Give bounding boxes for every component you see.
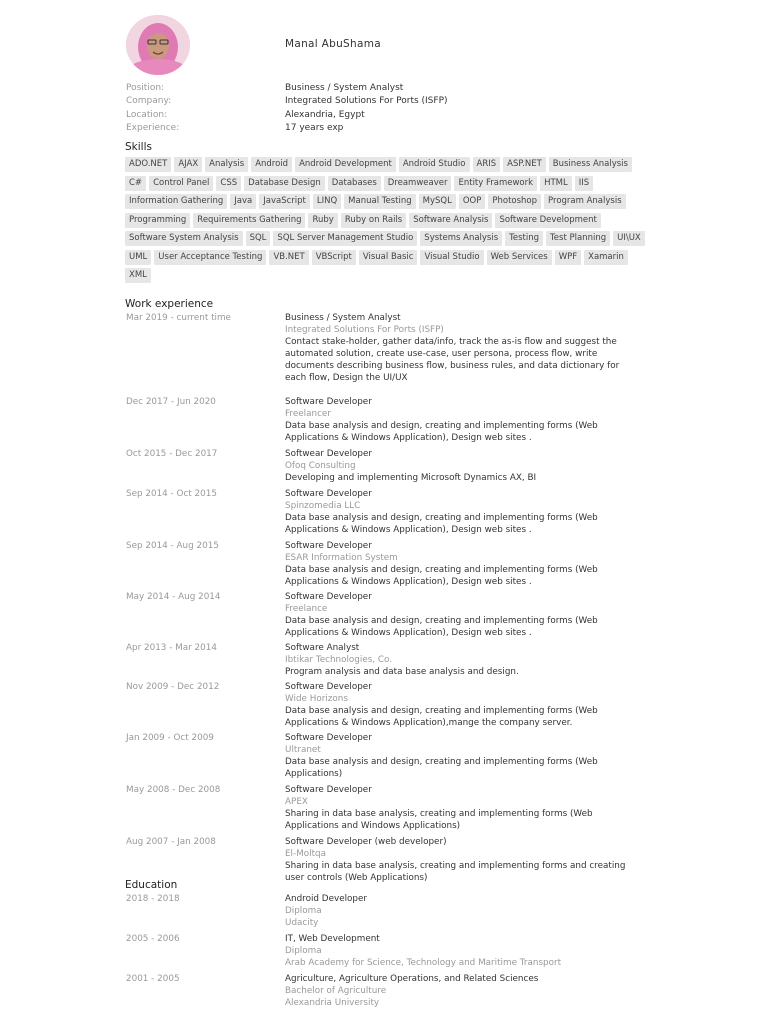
skill-tag: Web Services	[487, 250, 552, 265]
work-title: Software Developer (web developer)	[285, 837, 447, 847]
work-title: Software Developer	[285, 785, 372, 795]
work-description: Data base analysis and design, creating and implementing forms (Web Applications)	[285, 757, 598, 779]
skill-tag: OOP	[459, 194, 486, 209]
skill-tag: VBScript	[312, 250, 356, 265]
education-heading: Education	[125, 879, 178, 891]
skill-tag: Visual Basic	[359, 250, 418, 265]
education-school: Arab Academy for Science, Technology and Maritime Transport	[285, 958, 562, 968]
education-entry-body	[285, 933, 630, 969]
work-entry	[126, 448, 646, 484]
work-date: Sep 2014 - Oct 2015	[126, 489, 217, 499]
work-entry	[126, 784, 646, 832]
work-entry	[126, 681, 646, 729]
skill-tag: LINQ	[313, 194, 341, 209]
work-description: Data base analysis and design, creating and implementing forms (Web Applications & Windows Application), Design web sites .	[285, 421, 598, 443]
skill-tag: HTML	[540, 176, 572, 191]
work-title: Softwear Developer	[285, 449, 373, 459]
work-description: Sharing in data base analysis, creating and implementing forms (Web Applications and Windows Applications)	[285, 809, 593, 831]
info-row	[126, 82, 686, 95]
work-entry-body	[285, 448, 630, 484]
work-entry-body	[285, 681, 630, 729]
skills-list	[125, 157, 645, 283]
info-row	[126, 109, 686, 122]
work-date: Sep 2014 - Aug 2015	[126, 541, 219, 551]
skill-tag: XML	[125, 268, 151, 283]
work-company: Wide Horizons	[285, 694, 348, 704]
education-date: 2001 - 2005	[126, 974, 180, 984]
skills-heading: Skills	[125, 141, 152, 153]
skill-tag: Ruby on Rails	[341, 213, 406, 228]
work-company: Freelancer	[285, 409, 331, 419]
info-value: 17 years exp	[285, 122, 344, 133]
education-date: 2018 - 2018	[126, 894, 180, 904]
work-company: Ofoq Consulting	[285, 461, 356, 471]
work-company: Ultranet	[285, 745, 321, 755]
work-company: El-Moltqa	[285, 849, 327, 859]
skill-tag: SQL Server Management Studio	[273, 231, 417, 246]
work-title: Software Developer	[285, 541, 372, 551]
skill-tag: Manual Testing	[344, 194, 415, 209]
work-date: Apr 2013 - Mar 2014	[126, 643, 217, 653]
skill-tag: Software Analysis	[409, 213, 492, 228]
skill-tag: CSS	[216, 176, 241, 191]
profile-avatar	[126, 15, 190, 75]
work-date: Nov 2009 - Dec 2012	[126, 682, 220, 692]
work-company: Spinzomedia LLC	[285, 501, 361, 511]
work-entry	[126, 312, 646, 384]
candidate-name: Manal AbuShama	[285, 38, 381, 50]
work-date: May 2014 - Aug 2014	[126, 592, 221, 602]
info-row	[126, 95, 686, 108]
skill-tag: Control Panel	[149, 176, 213, 191]
work-entry-body	[285, 396, 630, 444]
education-title: Agriculture, Agriculture Operations, and Related Sciences	[285, 974, 539, 984]
skill-tag: C#	[125, 176, 146, 191]
education-entry-body	[285, 973, 630, 1009]
skill-tag: Xamarin	[584, 250, 628, 265]
work-entry-body	[285, 591, 630, 639]
skill-tag: Analysis	[205, 157, 248, 172]
avatar-portrait-image	[126, 15, 190, 75]
skill-tag: Databases	[328, 176, 381, 191]
work-company: ESAR Information System	[285, 553, 398, 563]
work-title: Software Analyst	[285, 643, 360, 653]
education-title: Android Developer	[285, 894, 368, 904]
work-description: Data base analysis and design, creating and implementing forms (Web Applications & Windows Application), Design web sites .	[285, 513, 598, 535]
education-entry	[126, 973, 646, 1009]
skill-tag: Visual Studio	[420, 250, 483, 265]
education-entry	[126, 893, 646, 929]
work-entry	[126, 540, 646, 588]
work-entry-body	[285, 642, 630, 678]
skill-tag: Test Planning	[546, 231, 610, 246]
info-value: Alexandria, Egypt	[285, 109, 365, 120]
work-entry-body	[285, 540, 630, 588]
work-title: Software Developer	[285, 397, 372, 407]
skill-tag: Software System Analysis	[125, 231, 243, 246]
education-degree: Bachelor of Agriculture	[285, 986, 387, 996]
education-entry	[126, 933, 646, 969]
info-value: Integrated Solutions For Ports (ISFP)	[285, 96, 448, 107]
work-company: Freelance	[285, 604, 328, 614]
skill-tag: UI\UX	[613, 231, 645, 246]
education-list	[126, 893, 646, 1013]
info-label: Experience:	[126, 122, 180, 133]
education-degree: Diploma	[285, 906, 322, 916]
education-title: IT, Web Development	[285, 934, 380, 944]
work-title: Business / System Analyst	[285, 313, 401, 323]
work-description: Data base analysis and design, creating and implementing forms (Web Applications & Windows Application), Design web sites .	[285, 616, 598, 638]
skill-tag: Android Studio	[399, 157, 470, 172]
skill-tag: Programming	[125, 213, 190, 228]
skill-tag: UML	[125, 250, 151, 265]
skill-tag: Database Design	[244, 176, 325, 191]
skill-tag: AJAX	[174, 157, 202, 172]
skill-tag: MySQL	[419, 194, 456, 209]
work-company: APEX	[285, 797, 308, 807]
skill-tag: WPF	[555, 250, 581, 265]
work-title: Software Developer	[285, 733, 372, 743]
work-entry	[126, 488, 646, 536]
work-date: Aug 2007 - Jan 2008	[126, 837, 216, 847]
work-entry	[126, 591, 646, 639]
work-title: Software Developer	[285, 682, 372, 692]
skill-tag: Ruby	[308, 213, 337, 228]
skill-tag: JavaScript	[259, 194, 310, 209]
work-date: Jan 2009 - Oct 2009	[126, 733, 214, 743]
skill-tag: Business Analysis	[549, 157, 632, 172]
work-title: Software Developer	[285, 592, 372, 602]
skill-tag: Android	[251, 157, 292, 172]
skill-tag: Program Analysis	[544, 194, 626, 209]
work-description: Program analysis and data base analysis and design.	[285, 667, 519, 677]
work-entry	[126, 396, 646, 444]
skill-tag: ADO.NET	[125, 157, 171, 172]
info-label: Location:	[126, 109, 168, 120]
education-date: 2005 - 2006	[126, 934, 180, 944]
skill-tag: Photoshop	[488, 194, 541, 209]
info-row	[126, 122, 686, 135]
work-date: Oct 2015 - Dec 2017	[126, 449, 218, 459]
work-description: Data base analysis and design, creating and implementing forms (Web Applications & Windows Application),mange the company server.	[285, 706, 598, 728]
work-description: Sharing in data base analysis, creating and implementing forms and creating user controls (Web Applications)	[285, 861, 626, 883]
skill-tag: Systems Analysis	[420, 231, 502, 246]
info-label: Company:	[126, 96, 172, 107]
skill-tag: ARIS	[473, 157, 501, 172]
work-entry	[126, 732, 646, 780]
work-entry	[126, 836, 646, 884]
skill-tag: VB.NET	[269, 250, 308, 265]
education-degree: Diploma	[285, 946, 322, 956]
work-company: Integrated Solutions For Ports (ISFP)	[285, 325, 444, 335]
work-date: May 2008 - Dec 2008	[126, 785, 221, 795]
education-entry-body	[285, 893, 630, 929]
skill-tag: SQL	[246, 231, 271, 246]
skill-tag: Software Development	[495, 213, 600, 228]
work-entry-body	[285, 488, 630, 536]
work-description: Contact stake-holder, gather data/info, track the as-is flow and suggest the automated solution, create use-case, user persona, process flow, write documents describing business flow, business rules, and data dictionary for each flow, Design the UI/UX	[285, 337, 620, 383]
work-title: Software Developer	[285, 489, 372, 499]
skill-tag: ASP.NET	[503, 157, 546, 172]
profile-info	[126, 82, 686, 135]
info-value: Business / System Analyst	[285, 83, 404, 93]
work-experience-heading: Work experience	[125, 298, 214, 310]
skill-tag: Java	[230, 194, 256, 209]
skill-tag: Testing	[505, 231, 543, 246]
work-entry-body	[285, 732, 630, 780]
work-entry-body	[285, 312, 630, 384]
skill-tag: Dreamweaver	[384, 176, 452, 191]
work-entry	[126, 642, 646, 678]
education-school: Udacity	[285, 918, 319, 928]
education-school: Alexandria University	[285, 998, 380, 1008]
info-label: Position:	[126, 83, 165, 93]
work-date: Dec 2017 - Jun 2020	[126, 397, 216, 407]
work-entry-body	[285, 784, 630, 832]
skill-tag: Android Development	[295, 157, 396, 172]
work-entry-body	[285, 836, 630, 884]
work-date: Mar 2019 - current time	[126, 313, 231, 323]
work-description: Data base analysis and design, creating and implementing forms (Web Applications & Windows Application), Design web sites .	[285, 565, 598, 587]
skill-tag: Entity Framework	[454, 176, 537, 191]
skill-tag: Information Gathering	[125, 194, 227, 209]
work-company: Ibtikar Technologies, Co.	[285, 655, 393, 665]
skill-tag: User Acceptance Testing	[154, 250, 266, 265]
skill-tag: Requirements Gathering	[193, 213, 305, 228]
work-description: Developing and implementing Microsoft Dynamics AX, BI	[285, 473, 537, 483]
work-experience-list	[126, 312, 646, 888]
skill-tag: IIS	[575, 176, 593, 191]
